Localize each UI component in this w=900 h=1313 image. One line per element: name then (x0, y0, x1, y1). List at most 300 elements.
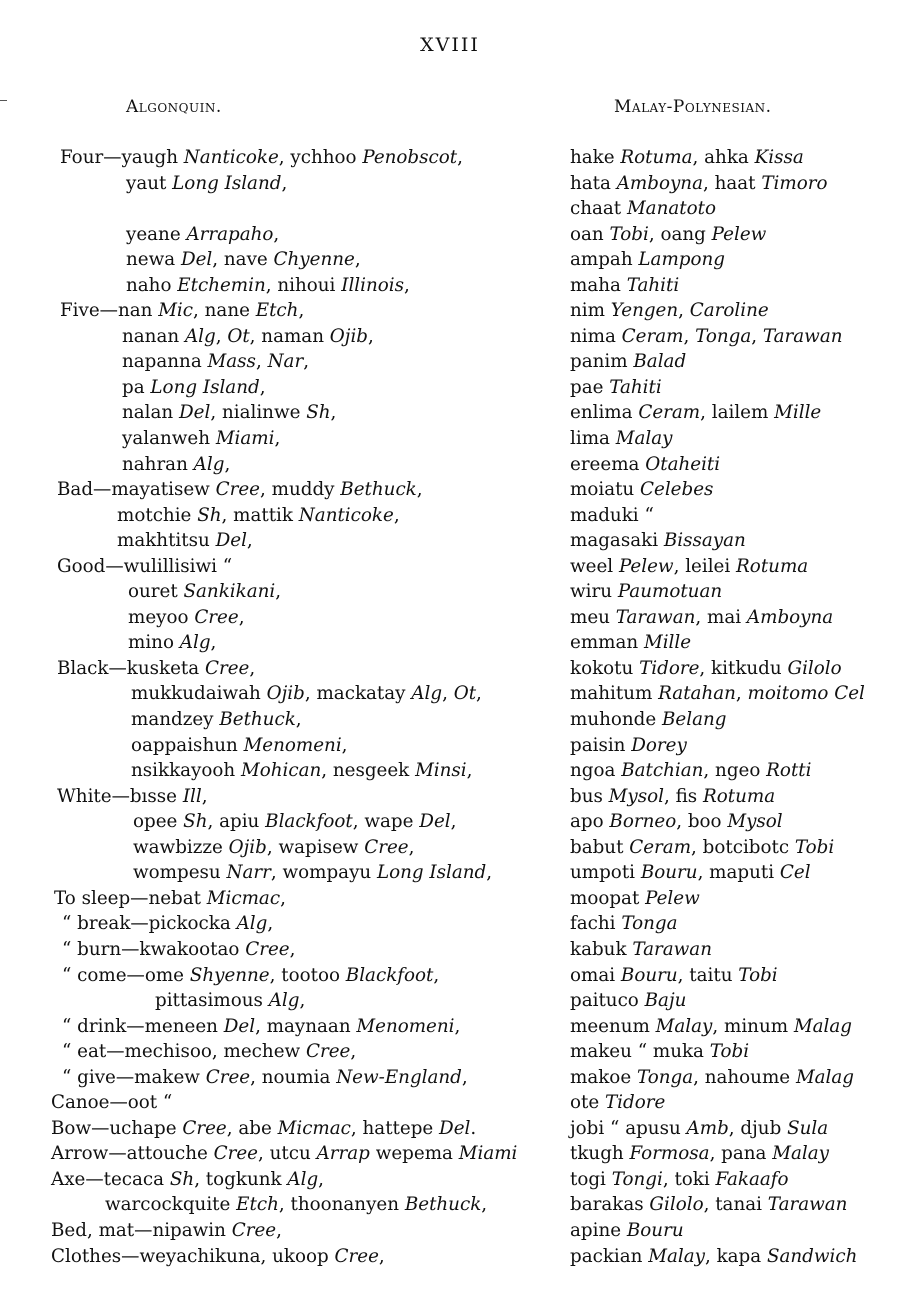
language-name: Chyenne (273, 249, 355, 271)
language-name: Shyenne (189, 964, 270, 986)
margin-mark (0, 100, 7, 101)
language-name: Tarawan (632, 938, 712, 960)
language-name: Manatoto (626, 198, 716, 220)
word-text: paituco (570, 990, 645, 1012)
word-text: , kapa (704, 1245, 767, 1267)
language-name: Sh (169, 1168, 195, 1190)
algonquin-line (0, 196, 560, 222)
language-name: Micmac (206, 887, 281, 909)
word-text: , haat (702, 172, 762, 194)
language-name: Alg (287, 1168, 319, 1190)
word-text: pa (122, 376, 151, 398)
malay-polynesian-line (568, 886, 898, 912)
word-text: jobi “ apusu (570, 1117, 687, 1139)
language-name: Mysol (608, 785, 664, 807)
word-text: , (466, 760, 473, 782)
word-text: Arrow—attouche (51, 1143, 214, 1165)
language-name: Alg (236, 913, 268, 935)
algonquin-line (0, 1065, 560, 1091)
language-name: Cree (245, 938, 290, 960)
word-text: kokotu (570, 657, 640, 679)
word-text: To sleep—nebat (54, 887, 207, 909)
word-text: moiatu (570, 479, 641, 501)
word-text: newa (126, 249, 181, 271)
word-text: , (416, 479, 423, 501)
malay-polynesian-line (568, 733, 898, 759)
algonquin-line (0, 400, 560, 426)
algonquin-line (0, 1218, 560, 1244)
algonquin-line (0, 171, 560, 197)
language-name: Alg (268, 990, 300, 1012)
algonquin-line (0, 222, 560, 248)
language-name: Blackfoot (345, 964, 434, 986)
language-name: Cree (305, 1041, 351, 1063)
word-text: “ come—ome (62, 964, 190, 986)
word-text: , (678, 300, 690, 322)
language-name: Long Island (150, 376, 260, 398)
word-text: , (276, 1219, 282, 1241)
word-text: , (354, 249, 361, 271)
malay-polynesian-line (568, 1192, 898, 1218)
word-text: nima (570, 325, 622, 347)
word-text: chaat (570, 198, 627, 220)
language-name: Cree (205, 1066, 251, 1088)
word-text: nahran (122, 453, 194, 475)
language-name: Cree (182, 1117, 227, 1139)
malay-polynesian-line (568, 171, 898, 197)
malay-polynesian-line (568, 605, 898, 631)
word-text: Axe—tecaca (51, 1168, 170, 1190)
word-text: , (201, 785, 208, 807)
word-text: , lailem (700, 402, 775, 424)
word-text: pittasimous (155, 990, 269, 1012)
language-name: Blackfoot (265, 811, 353, 833)
language-name: Tobi (738, 964, 778, 986)
language-name: Miami (215, 428, 275, 450)
word-text: “ drink—meneen (62, 1015, 224, 1037)
word-text: Bow—uchape (51, 1117, 183, 1139)
algonquin-line (0, 375, 560, 401)
word-text: pae (570, 376, 610, 398)
algonquin-line (0, 630, 560, 656)
algonquin-line (0, 1039, 560, 1065)
language-name: Mille (643, 632, 692, 654)
malay-polynesian-line (568, 375, 898, 401)
malay-polynesian-line (568, 503, 898, 529)
language-name: Del (215, 530, 247, 552)
algonquin-line (0, 145, 560, 171)
word-text: nim (570, 300, 611, 322)
language-name: Amboyna (616, 172, 703, 194)
word-text: Canoe—oot “ (51, 1092, 173, 1114)
language-name: Arrapaho (186, 223, 274, 245)
word-text: , toki (662, 1168, 716, 1190)
language-name: Del (419, 811, 451, 833)
word-text: , (224, 453, 231, 475)
word-text: , (454, 1015, 461, 1037)
word-text: apo (570, 811, 610, 833)
word-text: , ahka (692, 147, 755, 168)
word-text: , (476, 683, 482, 705)
word-text: , (461, 1066, 468, 1088)
language-name: Tidore (639, 657, 700, 679)
word-text: “ break—pickocka (62, 913, 237, 935)
word-text: meu (570, 606, 616, 628)
page-number: XVIII (420, 34, 480, 56)
word-text: nalan (122, 402, 180, 424)
language-name: Tobi (609, 223, 649, 245)
word-text: , (289, 938, 296, 960)
language-name: Alg (193, 453, 225, 475)
algonquin-line (0, 1141, 560, 1167)
algonquin-line (0, 911, 560, 937)
word-text: mahitum (570, 683, 659, 705)
word-text: , (378, 1245, 385, 1267)
word-text: , pana (709, 1143, 773, 1165)
language-name: Malay (648, 1245, 705, 1267)
word-text: maduki “ (570, 504, 654, 526)
word-text: , (404, 274, 410, 296)
word-text: yeane (126, 223, 187, 245)
word-text: panim (570, 351, 634, 373)
word-text: , (735, 683, 748, 705)
language-name: Cree (364, 836, 409, 858)
algonquin-line (0, 426, 560, 452)
word-text: , boo (676, 811, 728, 833)
word-text: , tanai (703, 1194, 768, 1216)
language-name: Nanticoke (298, 504, 394, 526)
malay-polynesian-line (568, 835, 898, 861)
language-name: Ceram (629, 836, 692, 858)
word-text: Bad—mayatisew (57, 479, 216, 501)
word-text: , naman (249, 325, 330, 347)
word-text: , maynaan (255, 1015, 357, 1037)
word-text: ouret (128, 581, 184, 603)
word-text: , hattepe (350, 1117, 440, 1139)
language-name: Rotuma (702, 785, 776, 807)
word-text: , togkunk (194, 1168, 288, 1190)
language-name: Sh (197, 504, 222, 526)
word-text: makoe (570, 1066, 637, 1088)
word-text: , mackatay (304, 683, 412, 705)
language-name: Gilolo (649, 1194, 704, 1216)
language-name: Tonga (636, 1066, 694, 1088)
language-name: Pelew (618, 555, 674, 577)
word-text: , (281, 172, 288, 194)
language-name: Tidore (604, 1092, 666, 1114)
word-text: “ give—makew (62, 1066, 206, 1088)
word-text: ereema (570, 453, 646, 475)
malay-polynesian-line (568, 1014, 898, 1040)
word-text: emman (570, 632, 644, 654)
word-text: wompesu (133, 862, 227, 884)
language-name: Rotti (766, 760, 812, 782)
word-text: makhtitsu (117, 530, 216, 552)
word-text: , wapisew (266, 836, 365, 858)
word-text: tkugh (570, 1143, 630, 1165)
word-text: Four—yaugh (60, 147, 184, 168)
language-name: Micmac (277, 1117, 351, 1139)
word-text: kabuk (570, 938, 633, 960)
word-text: , (274, 428, 281, 450)
language-name: Mass (207, 351, 256, 373)
language-name: Cree (334, 1245, 379, 1267)
malay-polynesian-line (568, 809, 898, 835)
word-text: babut (570, 836, 630, 858)
language-name: Malag (793, 1015, 852, 1037)
language-name: Tobi (794, 836, 835, 858)
language-name: Caroline (689, 300, 769, 322)
word-text: barakas (570, 1194, 650, 1216)
language-name: Alg (184, 325, 216, 347)
language-name: Sandwich (766, 1245, 858, 1267)
malay-polynesian-line (568, 656, 898, 682)
malay-polynesian-line (568, 579, 898, 605)
malay-polynesian-line (568, 963, 898, 989)
language-name: Malay (655, 1015, 713, 1037)
language-name: New-England (336, 1066, 462, 1088)
language-name: Baju (644, 990, 687, 1012)
algonquin-line (0, 835, 560, 861)
language-name: Sh (306, 402, 331, 424)
word-text: , (350, 1041, 357, 1063)
word-text: , (457, 147, 463, 168)
malay-polynesian-line (568, 400, 898, 426)
algonquin-line (0, 988, 560, 1014)
language-name: Ill (182, 785, 202, 807)
word-text: , djub (728, 1117, 788, 1139)
word-text: , kitkudu (699, 657, 788, 679)
language-name: Del (439, 1117, 471, 1139)
language-name: Bouru (626, 1219, 684, 1241)
language-name: Tonga (621, 913, 678, 935)
language-name: Ojib (228, 836, 267, 858)
language-name: Narr (226, 862, 271, 884)
language-name: Cree (194, 606, 239, 628)
algonquin-line (0, 681, 560, 707)
language-name: Mysol (727, 811, 783, 833)
algonquin-line (0, 1244, 560, 1270)
malay-polynesian-line (568, 1141, 898, 1167)
word-text: , (215, 325, 228, 347)
language-name: Del (180, 249, 213, 271)
algonquin-line (0, 1090, 560, 1116)
malay-polynesian-line (568, 477, 898, 503)
algonquin-line (0, 733, 560, 759)
word-text: , (368, 325, 374, 347)
language-name: Nanticoke (183, 147, 279, 168)
word-text: , utcu (258, 1143, 317, 1165)
word-text: wiru (570, 581, 618, 603)
malay-polynesian-line (568, 528, 898, 554)
word-text: Five—nan (60, 300, 159, 322)
algonquin-word-list (0, 145, 560, 1269)
word-text: weel (570, 555, 619, 577)
word-text: Clothes—weyachikuna, ukoop (51, 1245, 335, 1267)
language-name: Rotuma (736, 555, 809, 577)
malay-polynesian-line (568, 273, 898, 299)
language-name: Etch (236, 1194, 279, 1216)
language-name: Malay (615, 428, 673, 450)
word-text: makeu “ muka (570, 1041, 710, 1063)
language-name: Ot (453, 683, 477, 705)
language-name: Long Island (377, 862, 487, 884)
word-text: mukkudaiwah (131, 683, 267, 705)
language-name: Lampong (638, 249, 725, 271)
algonquin-line (0, 579, 560, 605)
word-text: nanan (122, 325, 185, 347)
language-name: Mohican (240, 760, 322, 782)
word-text: lima (570, 428, 616, 450)
language-name: Bissayan (663, 530, 746, 552)
column-header-malay-polynesian: Malay-Polynesian. (614, 97, 772, 117)
malay-polynesian-line (568, 145, 898, 171)
language-name: Amb (686, 1117, 729, 1139)
language-name: Mille (774, 402, 822, 424)
language-name: Alg (179, 632, 211, 654)
language-name: Pelew (645, 887, 700, 909)
word-text: muhonde (570, 709, 662, 731)
word-text: Black—kusketa (57, 657, 205, 679)
algonquin-line (0, 809, 560, 835)
word-text: , (280, 887, 286, 909)
word-text: , leilei (673, 555, 737, 577)
word-text: togi (570, 1168, 612, 1190)
word-text: “ eat—mechisoo, mechew (62, 1041, 306, 1063)
word-text: , (408, 836, 415, 858)
word-text: , apiu (207, 811, 266, 833)
language-name: Tongi (611, 1168, 663, 1190)
word-text: mino (128, 632, 180, 654)
word-text: wepema (369, 1143, 459, 1165)
word-text: warcockquite (105, 1194, 237, 1216)
word-text: maha (570, 274, 627, 296)
word-text: , noumia (250, 1066, 337, 1088)
language-name: Ceram (638, 402, 701, 424)
word-text: apine (570, 1219, 627, 1241)
malay-polynesian-line (568, 758, 898, 784)
language-name: Paumotuan (617, 581, 723, 603)
language-name: Alg (411, 683, 443, 705)
algonquin-line (0, 1167, 560, 1193)
language-name: Timoro (761, 172, 828, 194)
algonquin-line (0, 886, 560, 912)
word-text: , (275, 581, 282, 603)
word-text: magasaki (570, 530, 664, 552)
language-name: Celebes (640, 479, 714, 501)
language-name: Belang (662, 709, 727, 731)
word-text: mandzey (131, 709, 220, 731)
language-name: Tarawan (767, 1194, 848, 1216)
language-name: Tarawan (762, 325, 843, 347)
language-name: Bethuck (404, 1194, 482, 1216)
word-text: , (486, 862, 493, 884)
word-text: , (751, 325, 763, 347)
malay-polynesian-line (568, 298, 898, 324)
language-name: Dorey (631, 734, 687, 756)
word-text: enlima (570, 402, 639, 424)
algonquin-line (0, 605, 560, 631)
language-name: Del (179, 402, 211, 424)
language-name: Balad (633, 351, 687, 373)
word-text: , nialinwe (210, 402, 307, 424)
word-text: , ngeo (703, 760, 767, 782)
word-text: , minum (712, 1015, 794, 1037)
malay-polynesian-line (568, 707, 898, 733)
language-name: Bouru (640, 862, 698, 884)
malay-polynesian-line (568, 349, 898, 375)
word-text: omai (570, 964, 621, 986)
word-text: , (393, 504, 400, 526)
malay-polynesian-line (568, 1039, 898, 1065)
word-text: nsikkayooh (131, 760, 241, 782)
malay-polynesian-line (568, 860, 898, 886)
word-text: oappaishun (131, 734, 244, 756)
malay-polynesian-line (568, 1116, 898, 1142)
algonquin-line (0, 937, 560, 963)
word-text: opee (133, 811, 184, 833)
language-name: Gilolo (787, 657, 842, 679)
algonquin-line (0, 247, 560, 273)
malay-polynesian-line (568, 1244, 898, 1270)
malay-polynesian-line (568, 1218, 898, 1244)
language-name: Penobscot (362, 147, 458, 168)
language-name: Otaheiti (645, 453, 721, 475)
language-name: Cree (213, 1143, 259, 1165)
word-text: , (249, 657, 256, 679)
language-name: Miami (458, 1143, 518, 1165)
word-text: , muddy (260, 479, 341, 501)
word-text: , (303, 351, 310, 373)
language-name: Batchian (621, 760, 704, 782)
word-text: oan (570, 223, 610, 245)
algonquin-line (0, 273, 560, 299)
column-header-algonquin: Algonquin. (126, 97, 222, 117)
algonquin-line (0, 1014, 560, 1040)
word-text: ote (570, 1092, 605, 1114)
language-name: Ot (227, 325, 250, 347)
word-text: , botcibotc (691, 836, 795, 858)
language-name: Ojib (329, 325, 369, 347)
word-text: ngoa (570, 760, 622, 782)
language-name: Amboyna (746, 606, 834, 628)
language-name: Tahiti (626, 274, 680, 296)
algonquin-line (0, 349, 560, 375)
word-text: hata (570, 172, 617, 194)
word-text: yaut (126, 172, 173, 194)
word-text: , mattik (221, 504, 299, 526)
language-name: Bethuck (219, 709, 296, 731)
language-name: Menomeni (243, 734, 342, 756)
word-text: , (273, 223, 280, 245)
word-text: meyoo (128, 606, 195, 628)
word-text: napanna (122, 351, 208, 373)
word-text: , (295, 709, 302, 731)
language-name: Malay (772, 1143, 829, 1165)
word-text: , (267, 913, 274, 935)
malay-polynesian-line (568, 630, 898, 656)
word-text: , (318, 1168, 324, 1190)
algonquin-line (0, 503, 560, 529)
algonquin-line (0, 298, 560, 324)
word-text: motchie (117, 504, 198, 526)
language-name: moitomo Cel (747, 683, 865, 705)
algonquin-line (0, 963, 560, 989)
algonquin-line (0, 452, 560, 478)
algonquin-line (0, 860, 560, 886)
language-name: Del (223, 1015, 256, 1037)
word-text: , (481, 1194, 488, 1216)
